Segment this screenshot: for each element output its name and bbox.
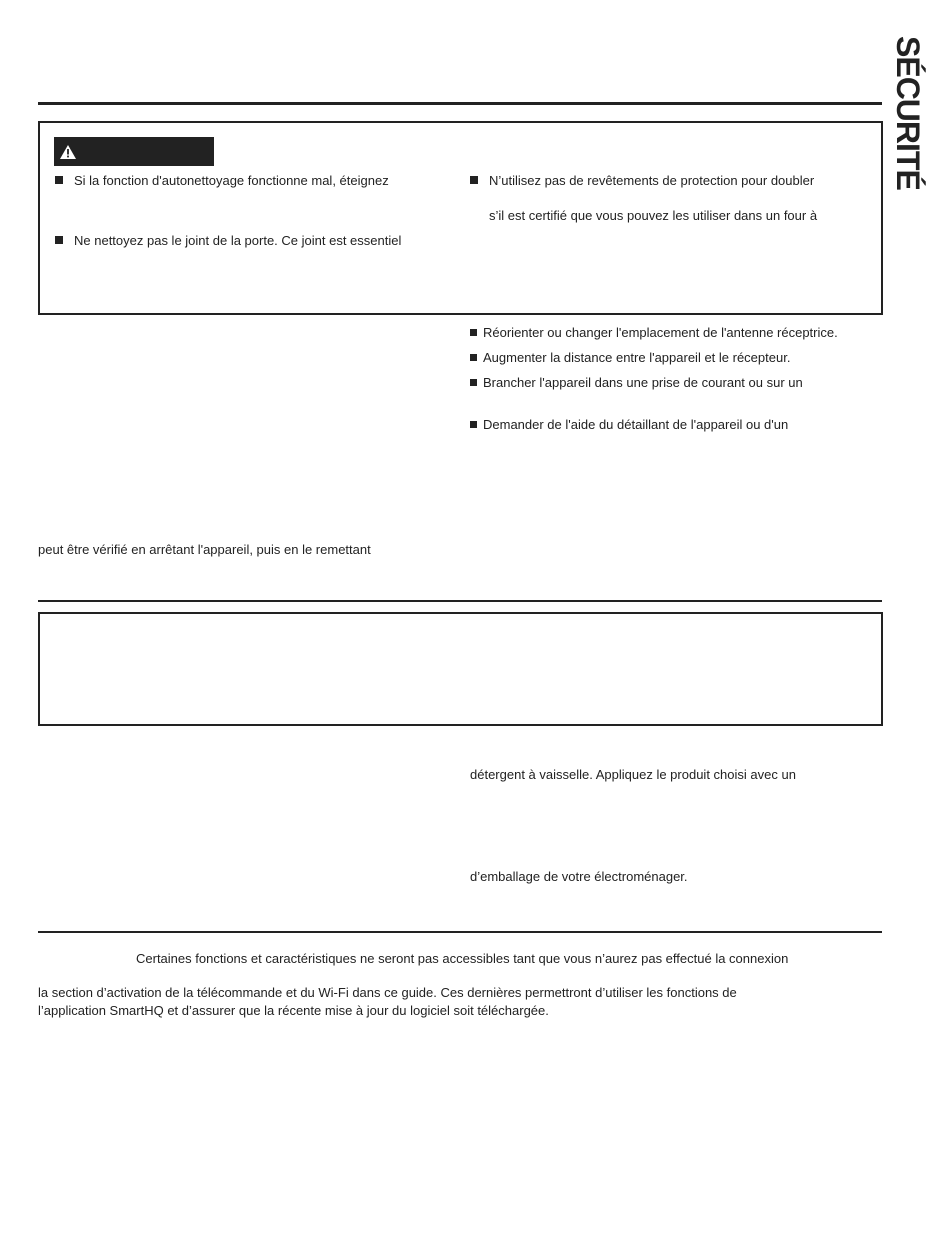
cleaning-line-2: d’emballage de votre électroménager. [470, 869, 688, 884]
middle-rule [38, 600, 882, 602]
interference-left-text: peut être vérifié en arrêtant l'appareil, puis en le remettant [38, 542, 371, 557]
bullet-icon [470, 176, 478, 184]
bullet-icon [470, 421, 477, 428]
warning-banner [54, 137, 214, 166]
connectivity-line-1: Certaines fonctions et caractéristiques ne seront pas accessibles tant que vous n’aurez pas effectué la connexion [136, 951, 789, 966]
notice-box [38, 612, 883, 726]
interference-bullet-2: Augmenter la distance entre l'appareil et le récepteur. [470, 350, 790, 366]
bullet-icon [55, 176, 63, 184]
bottom-rule [38, 931, 882, 933]
interference-bullet-3: Brancher l'appareil dans une prise de courant ou sur un [470, 375, 803, 391]
warning-item-1: Si la fonction d'autonettoyage fonctionne mal, éteignez [55, 173, 389, 189]
warning-triangle-icon [60, 145, 76, 159]
interference-bullet-4: Demander de l'aide du détaillant de l'appareil ou d'un [470, 417, 788, 433]
section-side-tab: SÉCURITÉ [890, 36, 926, 190]
top-rule [38, 102, 882, 105]
bullet-icon [470, 329, 477, 336]
cleaning-line-1: détergent à vaisselle. Appliquez le produit choisi avec un [470, 767, 796, 782]
interference-bullet-1: Réorienter ou changer l'emplacement de l'antenne réceptrice. [470, 325, 838, 341]
connectivity-line-2: la section d’activation de la télécommande et du Wi-Fi dans ce guide. Ces dernières permettront d’utiliser les fonctions de [38, 985, 737, 1000]
warning-item-2: Ne nettoyez pas le joint de la porte. Ce joint est essentiel [55, 233, 401, 249]
bullet-icon [470, 354, 477, 361]
bullet-icon [470, 379, 477, 386]
warning-item-3: N’utilisez pas de revêtements de protection pour doubler [470, 173, 814, 189]
connectivity-line-3: l’application SmartHQ et d’assurer que la récente mise à jour du logiciel soit téléchargée. [38, 1003, 549, 1018]
bullet-icon [55, 236, 63, 244]
warning-item-3-continued: s’il est certifié que vous pouvez les utiliser dans un four à [489, 208, 818, 223]
